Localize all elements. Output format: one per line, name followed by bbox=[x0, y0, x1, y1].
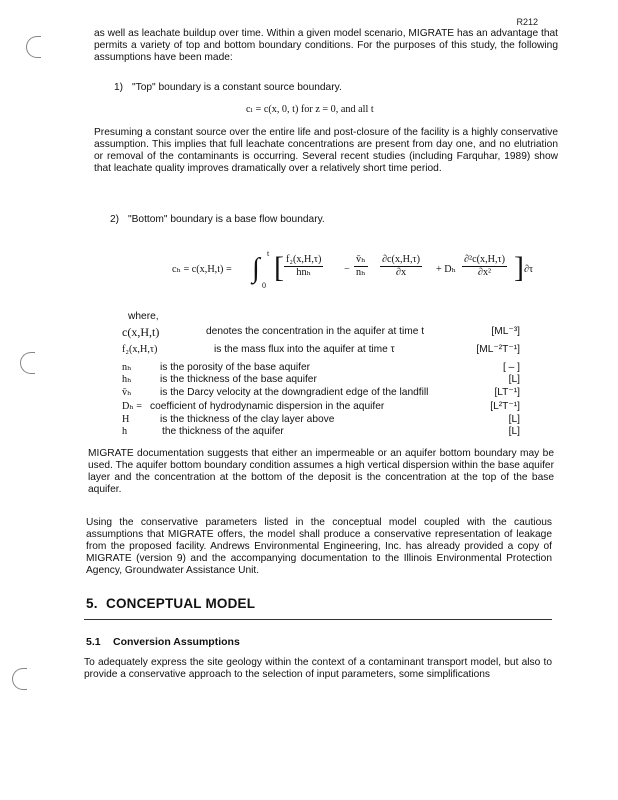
definition-row bbox=[122, 387, 520, 399]
definition-text: is the thickness of the clay layer above bbox=[160, 414, 335, 425]
definition-symbol: h bbox=[122, 426, 128, 437]
section-5-1-number: 5.1 bbox=[86, 636, 101, 648]
definition-row bbox=[122, 374, 520, 386]
top-boundary-equation: cₗ = c(x, 0, t) for z = 0, and all t bbox=[246, 104, 374, 115]
right-bracket: ] bbox=[514, 251, 524, 284]
definition-unit: [L] bbox=[508, 426, 520, 437]
conservative-parameters-paragraph: Using the conservative parameters listed in the conceptual model coupled with the cautious assumptions that MIGRATE offers, the model shall produce a conservative representation of leakage from the proposed facility. Andrews Environmental Engineering, Inc. has already provided a copy of MIGRATE (version 9) and the accompanying documentation to the Illinois Environmental Protection Agency, Groundwater Assistance Unit. bbox=[86, 517, 552, 576]
definition-row bbox=[122, 401, 520, 413]
definition-row bbox=[122, 414, 520, 426]
definition-text: is the mass flux into the aquifer at time τ bbox=[214, 344, 395, 355]
punch-hole-middle bbox=[20, 352, 35, 374]
term3-numerator: ∂²c(x,H,τ) bbox=[464, 254, 506, 265]
definition-unit: [ML⁻³] bbox=[491, 326, 520, 337]
minus-sign: − bbox=[344, 264, 350, 275]
definition-row bbox=[122, 326, 520, 338]
punch-hole-bottom bbox=[12, 668, 27, 690]
migrate-documentation-paragraph: MIGRATE documentation suggests that either an impermeable or an aquifer bottom boundary may be used. The aquifer bottom boundary condition assumes a high vertical dispersion within the base aquifer layer and the concentration at the bottom of the deposit is the concentration at the top of the base aquifer. bbox=[88, 448, 554, 495]
term1-numerator: f₂(x,H,τ) bbox=[286, 254, 322, 265]
definition-unit: [L²T⁻¹] bbox=[490, 401, 520, 412]
definition-row bbox=[122, 344, 520, 356]
plus-d-term: + Dₕ bbox=[436, 264, 457, 275]
assumption-1-label: "Top" boundary is a constant source boundary. bbox=[132, 82, 342, 93]
definition-row bbox=[122, 362, 520, 374]
integral-lower-limit: 0 bbox=[262, 281, 266, 290]
definition-symbol: v̄ₕ bbox=[122, 387, 132, 398]
term2-denominator: ∂x bbox=[395, 267, 407, 278]
d-tau: ∂τ bbox=[524, 264, 534, 275]
conversion-assumptions-paragraph: To adequately express the site geology within the context of a contaminant transport model, but also to provide a conservative approach to the selection of input parameters, some simplifications bbox=[84, 657, 552, 680]
definition-text: is the thickness of the base aquifer bbox=[160, 374, 317, 385]
definition-unit: [LT⁻¹] bbox=[494, 387, 520, 398]
assumption-2-number: 2) bbox=[110, 214, 120, 225]
integral-sign: ∫ bbox=[252, 253, 260, 284]
term2-fraction bbox=[380, 254, 422, 279]
term3-fraction bbox=[462, 254, 507, 279]
definition-symbol: hₕ bbox=[122, 374, 132, 385]
where-label: where, bbox=[128, 311, 159, 322]
bottom-boundary-equation bbox=[172, 248, 534, 294]
definition-unit: [ML⁻²T⁻¹] bbox=[476, 344, 520, 355]
integral-upper-limit: t bbox=[267, 249, 270, 258]
definition-text: denotes the concentration in the aquifer at time t bbox=[206, 326, 425, 337]
definition-text: is the porosity of the base aquifer bbox=[160, 362, 311, 373]
definition-text: the thickness of the aquifer bbox=[162, 426, 284, 437]
definition-text: coefficient of hydrodynamic dispersion in the aquifer bbox=[150, 401, 385, 412]
definition-symbol: nₕ bbox=[122, 362, 132, 373]
definition-unit: [L] bbox=[508, 374, 520, 385]
assumption-2-label: "Bottom" boundary is a base flow boundary. bbox=[128, 214, 325, 225]
equation-lhs: cₕ = c(x,H,t) = bbox=[172, 264, 232, 275]
term3-denominator: ∂x² bbox=[477, 267, 492, 278]
term2-coef-denominator: nₕ bbox=[356, 267, 366, 278]
section-5-title: CONCEPTUAL MODEL bbox=[106, 596, 256, 611]
term2-numerator: ∂c(x,H,τ) bbox=[382, 254, 420, 265]
constant-source-paragraph: Presuming a constant source over the entire life and post-closure of the facility is a highly conservative assumption. This implies that full leachate concentrations are present from day one, and no elutriation or removal of the contaminants is occurring. Several recent studies (including Farquhar, 1989) show that leachate quality improves dramatically over a relatively short time period. bbox=[94, 127, 558, 174]
definition-row bbox=[122, 426, 520, 438]
intro-paragraph: as well as leachate buildup over time. Within a given model scenario, MIGRATE has an advantage that permits a variety of top and bottom boundary conditions. For the purposes of this study, the following assumptions have been made: bbox=[94, 28, 558, 63]
assumption-1-number: 1) bbox=[114, 82, 124, 93]
definition-symbol: f₂(x,H,τ) bbox=[122, 344, 158, 355]
section-5-1-title: Conversion Assumptions bbox=[113, 636, 240, 648]
term1-denominator: hnₕ bbox=[296, 267, 311, 278]
variable-definitions bbox=[122, 326, 520, 446]
term2-coefficient bbox=[354, 254, 368, 279]
page-number: R212 bbox=[516, 17, 538, 27]
section-5-number: 5. bbox=[86, 596, 98, 611]
definition-text: is the Darcy velocity at the downgradient edge of the landfill bbox=[160, 387, 429, 398]
term2-coef-numerator: v̄ₕ bbox=[356, 254, 366, 265]
left-bracket: [ bbox=[274, 251, 284, 284]
definition-symbol: Dₕ = bbox=[122, 401, 143, 412]
definition-symbol: H bbox=[122, 414, 130, 425]
punch-hole-top bbox=[26, 36, 41, 58]
definition-symbol: c(x,H,t) bbox=[122, 325, 160, 339]
section-divider bbox=[84, 619, 552, 620]
definition-unit: [L] bbox=[508, 414, 520, 425]
definition-unit: [ – ] bbox=[503, 362, 520, 373]
term1-fraction bbox=[284, 254, 323, 279]
